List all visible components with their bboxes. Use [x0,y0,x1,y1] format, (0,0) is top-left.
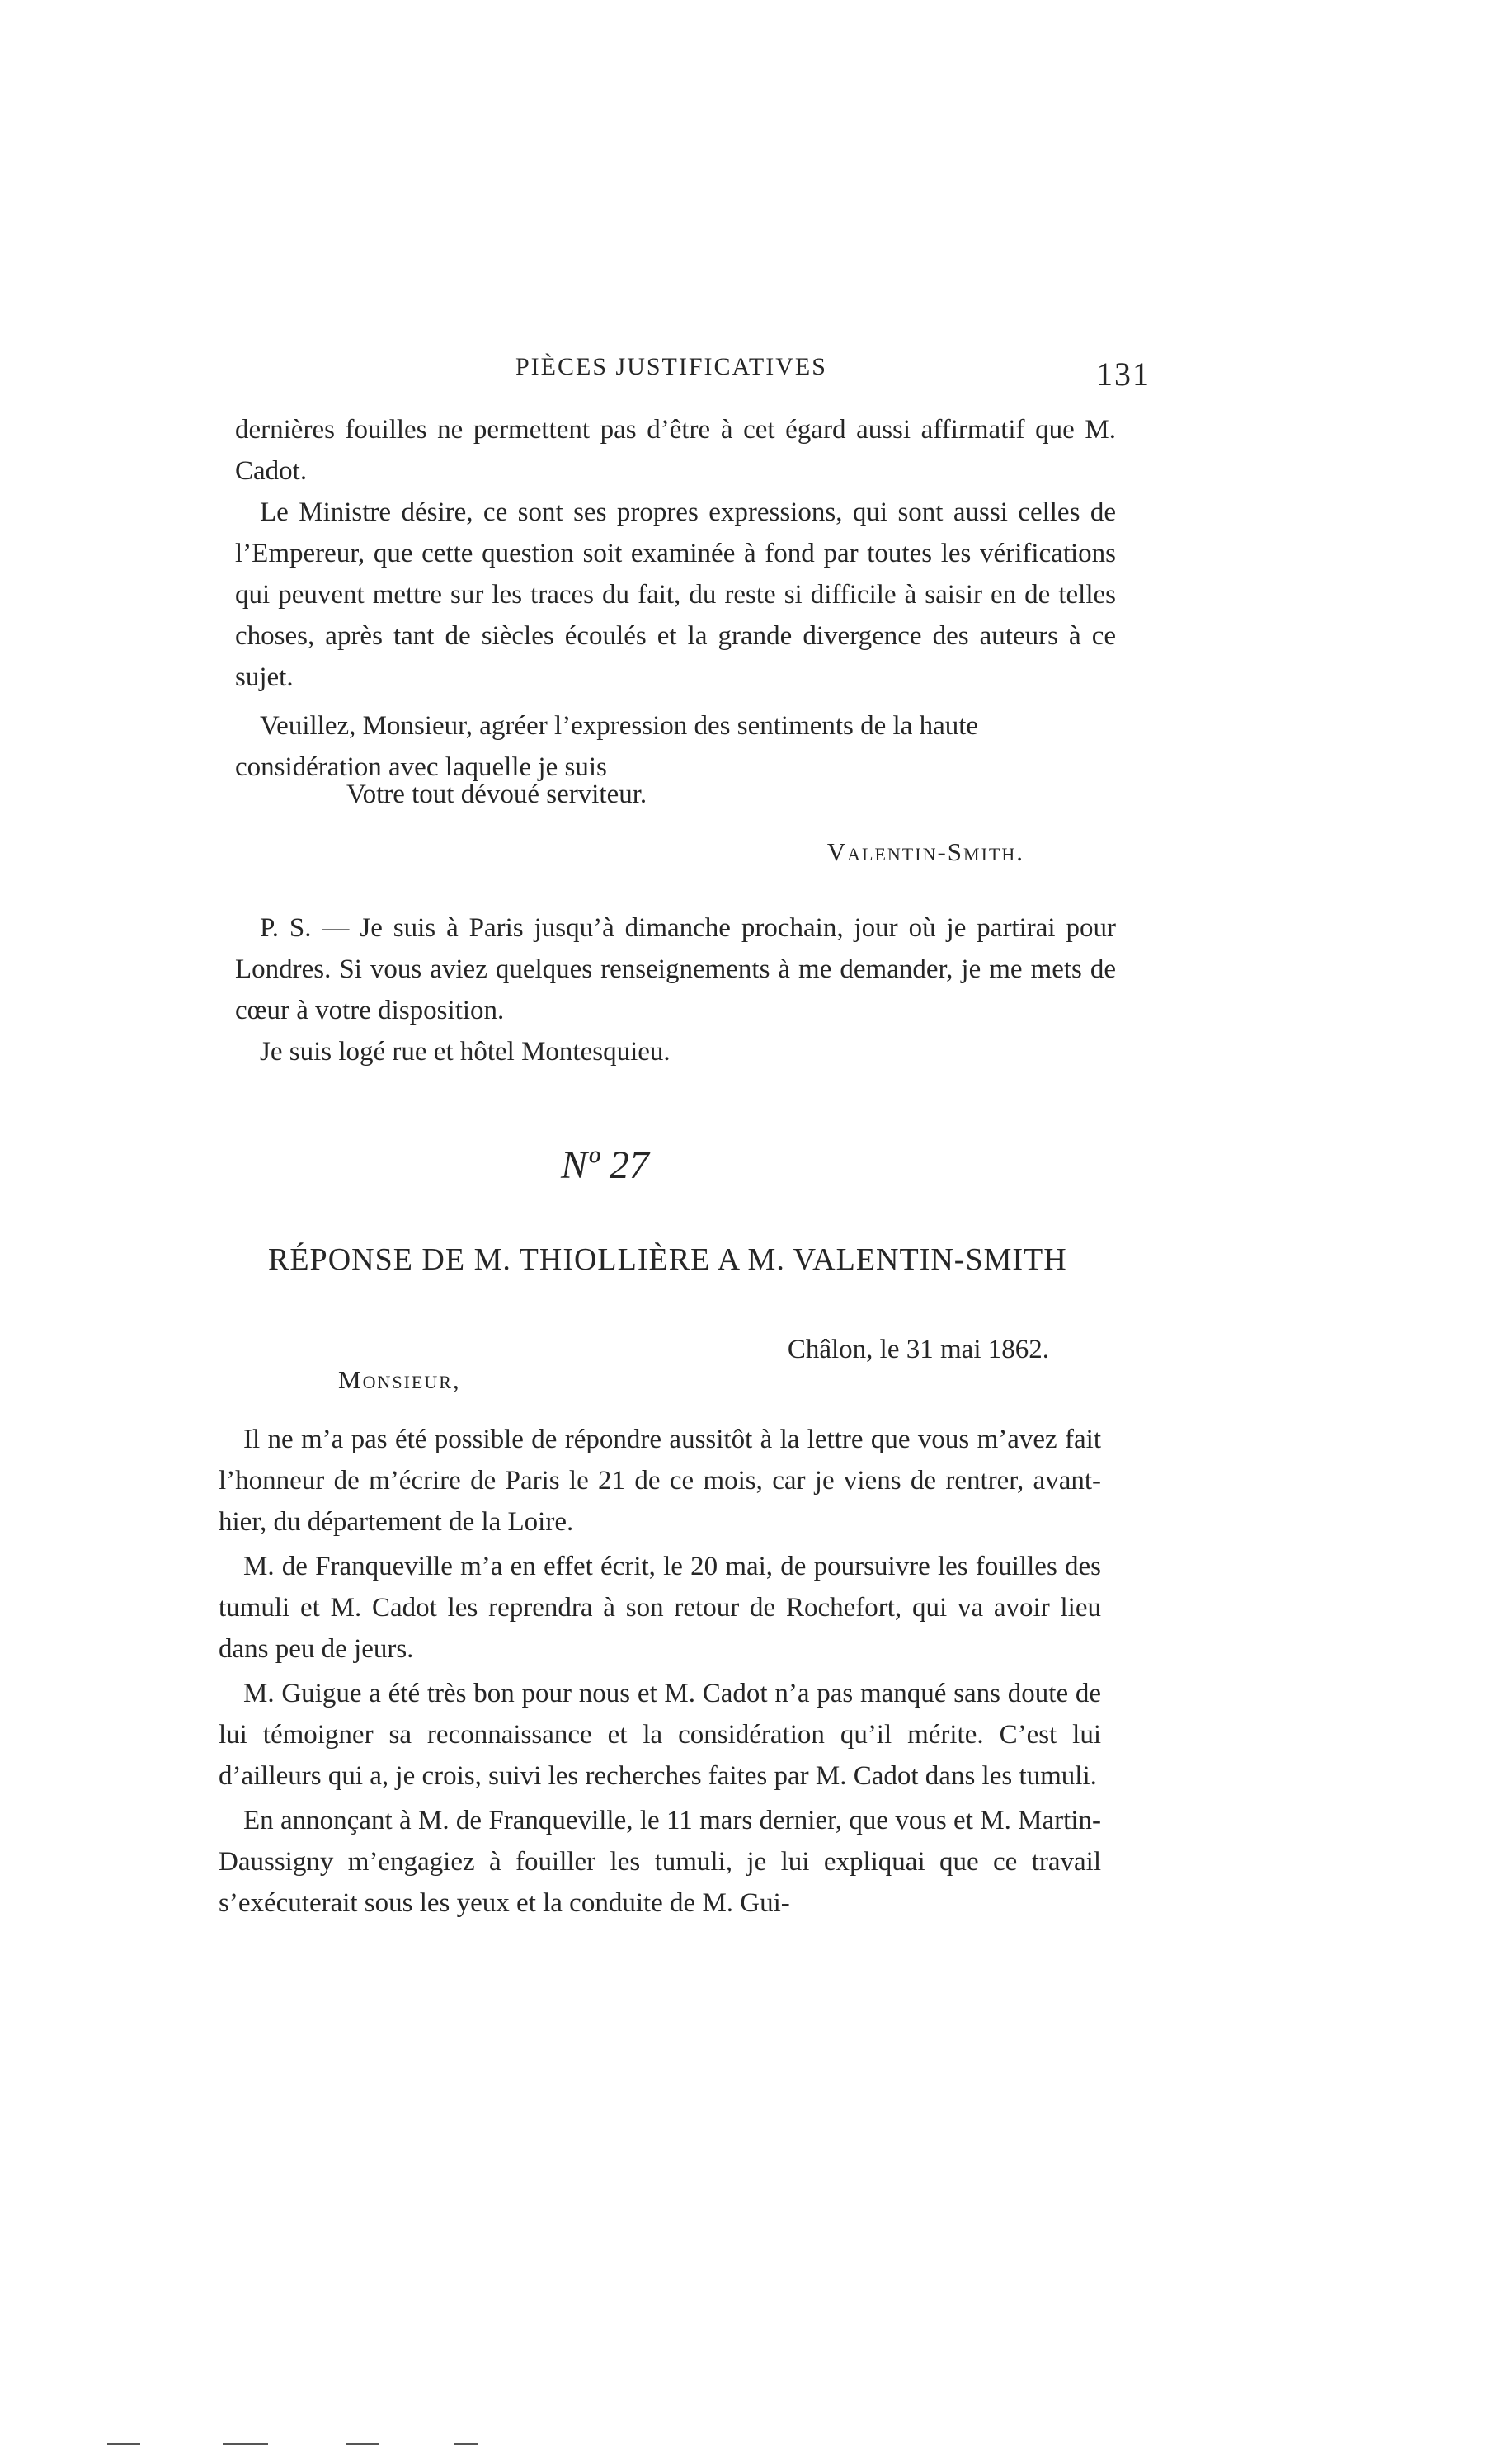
scan-artifact-rule [107,2443,140,2445]
postscript-paragraph: P. S. — Je suis à Paris jusqu’à dimanche prochain, jour où je partirai pour Londres. Si vous aviez quelques renseignements à me demander, je me mets de cœur à votre disposition. [235,913,1116,1025]
paragraph: dernières fouilles ne permettent pas d’être à cet égard aussi affirmatif que M. Cadot. [235,415,1116,486]
paragraph: Il ne m’a pas été possible de répondre aussitôt à la lettre que vous m’avez fait l’honneur de m’écrire de Paris le 21 de ce mois, car je viens de rentrer, avant-hier, du département de la Loire. [219,1425,1101,1537]
scan-artifact-rule [346,2443,379,2445]
postscript-paragraph: Je suis logé rue et hôtel Montesquieu. [260,1037,671,1067]
page-number: 131 [1096,356,1151,393]
paragraph: M. de Franqueville m’a en effet écrit, le 20 mai, de poursuivre les fouilles des tumuli et M. Cadot les reprendra à son retour de Rochefort, qui va avoir lieu dans peu de jeurs. [219,1552,1101,1664]
salutation: Monsieur, [338,1365,461,1394]
signature: Valentin-Smith. [826,837,1024,866]
letter-1-body [235,409,1116,698]
letter-2-body [219,1419,1101,1924]
running-title: PIÈCES JUSTIFICATIVES [515,353,827,380]
closing-line: Votre tout dévoué serviteur. [346,780,647,809]
paragraph: En annonçant à M. de Franqueville, le 11 mars dernier, que vous et M. Martin-Daussigny m’engagiez à fouiller les tumuli, je lui expliquai que ce travail s’exécuterait sous les yeux et la conduite de M. Gui- [219,1806,1101,1918]
closing-formula: Veuillez, Monsieur, agréer l’expression des sentiments de la haute considération avec laquelle je suis [235,711,979,782]
postscript [235,907,1116,1072]
scan-artifact-rule [454,2443,478,2445]
letter-1-closing [235,705,1116,788]
running-header [235,353,1151,403]
scan-artifact-rule [223,2443,268,2445]
paragraph: M. Guigue a été très bon pour nous et M. Cadot n’a pas manqué sans doute de lui témoigner sa reconnaissance et la considération qu’il mérite. C’est lui d’ailleurs qui a, je crois, suivi les recherches faites par M. Cadot dans les tumuli. [219,1679,1101,1791]
document-number: Nº 27 [561,1143,649,1187]
paragraph: Le Ministre désire, ce sont ses propres expressions, qui sont aussi celles de l’Empereur, que cette question soit examinée à fond par toutes les vérifications qui peuvent mettre sur les traces du fait, du reste si difficile à saisir en de telles choses, après tant de siècles écoulés et la grande divergence des auteurs à ce sujet. [235,497,1116,692]
section-title: RÉPONSE DE M. THIOLLIÈRE A M. VALENTIN-SMITH [268,1242,1067,1277]
date-line: Châlon, le 31 mai 1862. [787,1335,1049,1364]
